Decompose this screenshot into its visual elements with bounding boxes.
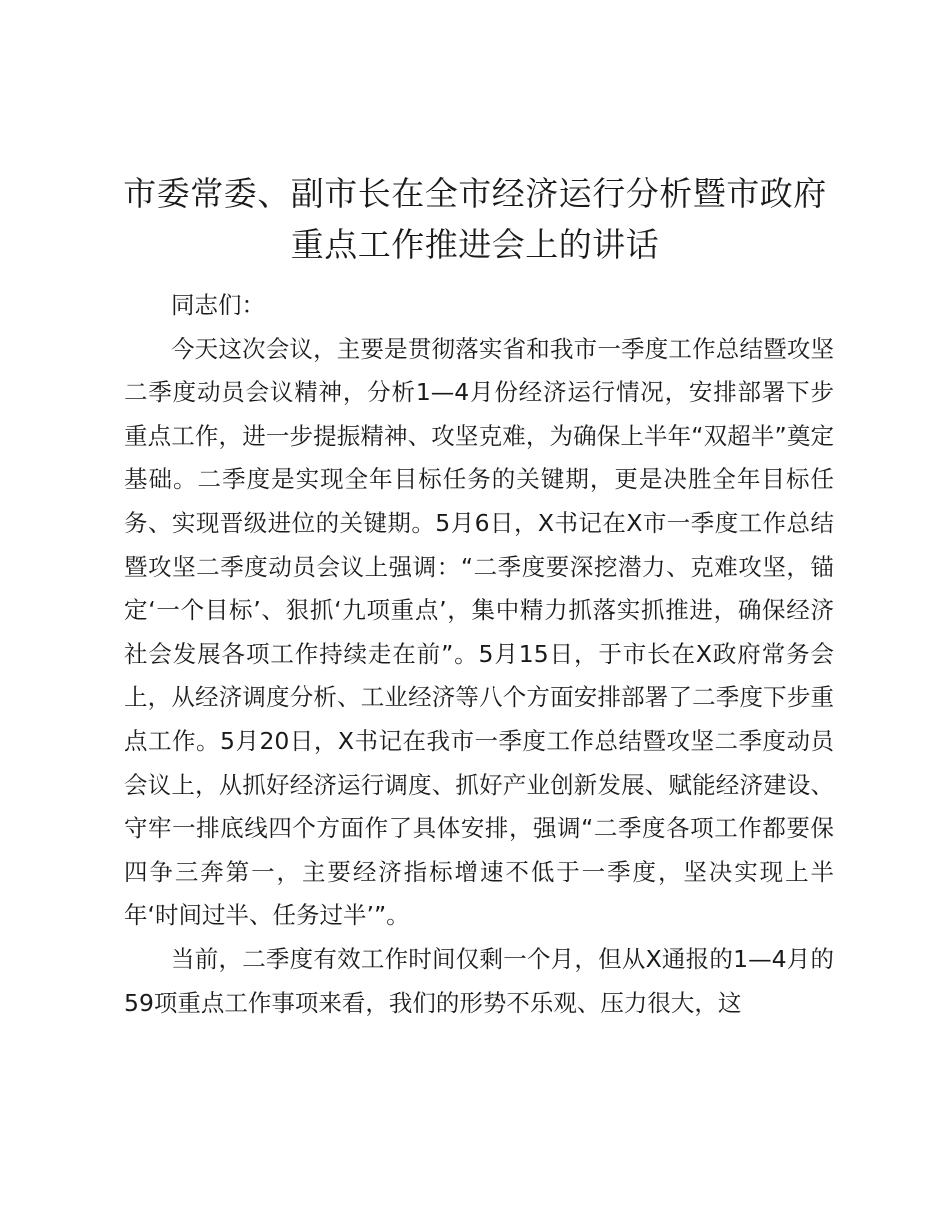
document-title: 市委常委、副市长在全市经济运行分析暨市政府重点工作推进会上的讲话 (123, 174, 827, 264)
document-body (124, 284, 834, 1025)
paragraph-1: 今天这次会议，主要是贯彻落实省和我市一季度工作总结暨攻坚二季度动员会议精神，分析1—4月份经济运行情况，安排部署下步重点工作，进一步提振精神、攻坚克难，为确保上半年“双超半”奠定基础。二季度是实现全年目标任务的关键期，更是决胜全年目标任务、实现晋级进位的关键期。5月6日，X书记在X市一季度工作总结暨攻坚二季度动员会议上强调：“二季度要深挖潜力、克难攻坚，锚定‘一个目标’、狠抓‘九项重点’，集中精力抓落实抓推进，确保经济社会发展各项工作持续走在前”。5月15日，于市长在X政府常务会上，从经济调度分析、工业经济等八个方面安排部署了二季度下步重点工作。5月20日，X书记在我市一季度工作总结暨攻坚二季度动员会议上，从抓好经济运行调度、抓好产业创新发展、赋能经济建设、守牢一排底线四个方面作了具体安排，强调“二季度各项工作都要保四争三奔第一，主要经济指标增速不低于一季度，坚决实现上半年‘时间过半、任务过半’”。 (124, 334, 834, 930)
salutation: 同志们： (171, 291, 265, 319)
paragraph-2: 当前，二季度有效工作时间仅剩一个月，但从X通报的1—4月的59项重点工作事项来看，我们的形势不乐观、压力很大，这 (124, 944, 834, 1017)
